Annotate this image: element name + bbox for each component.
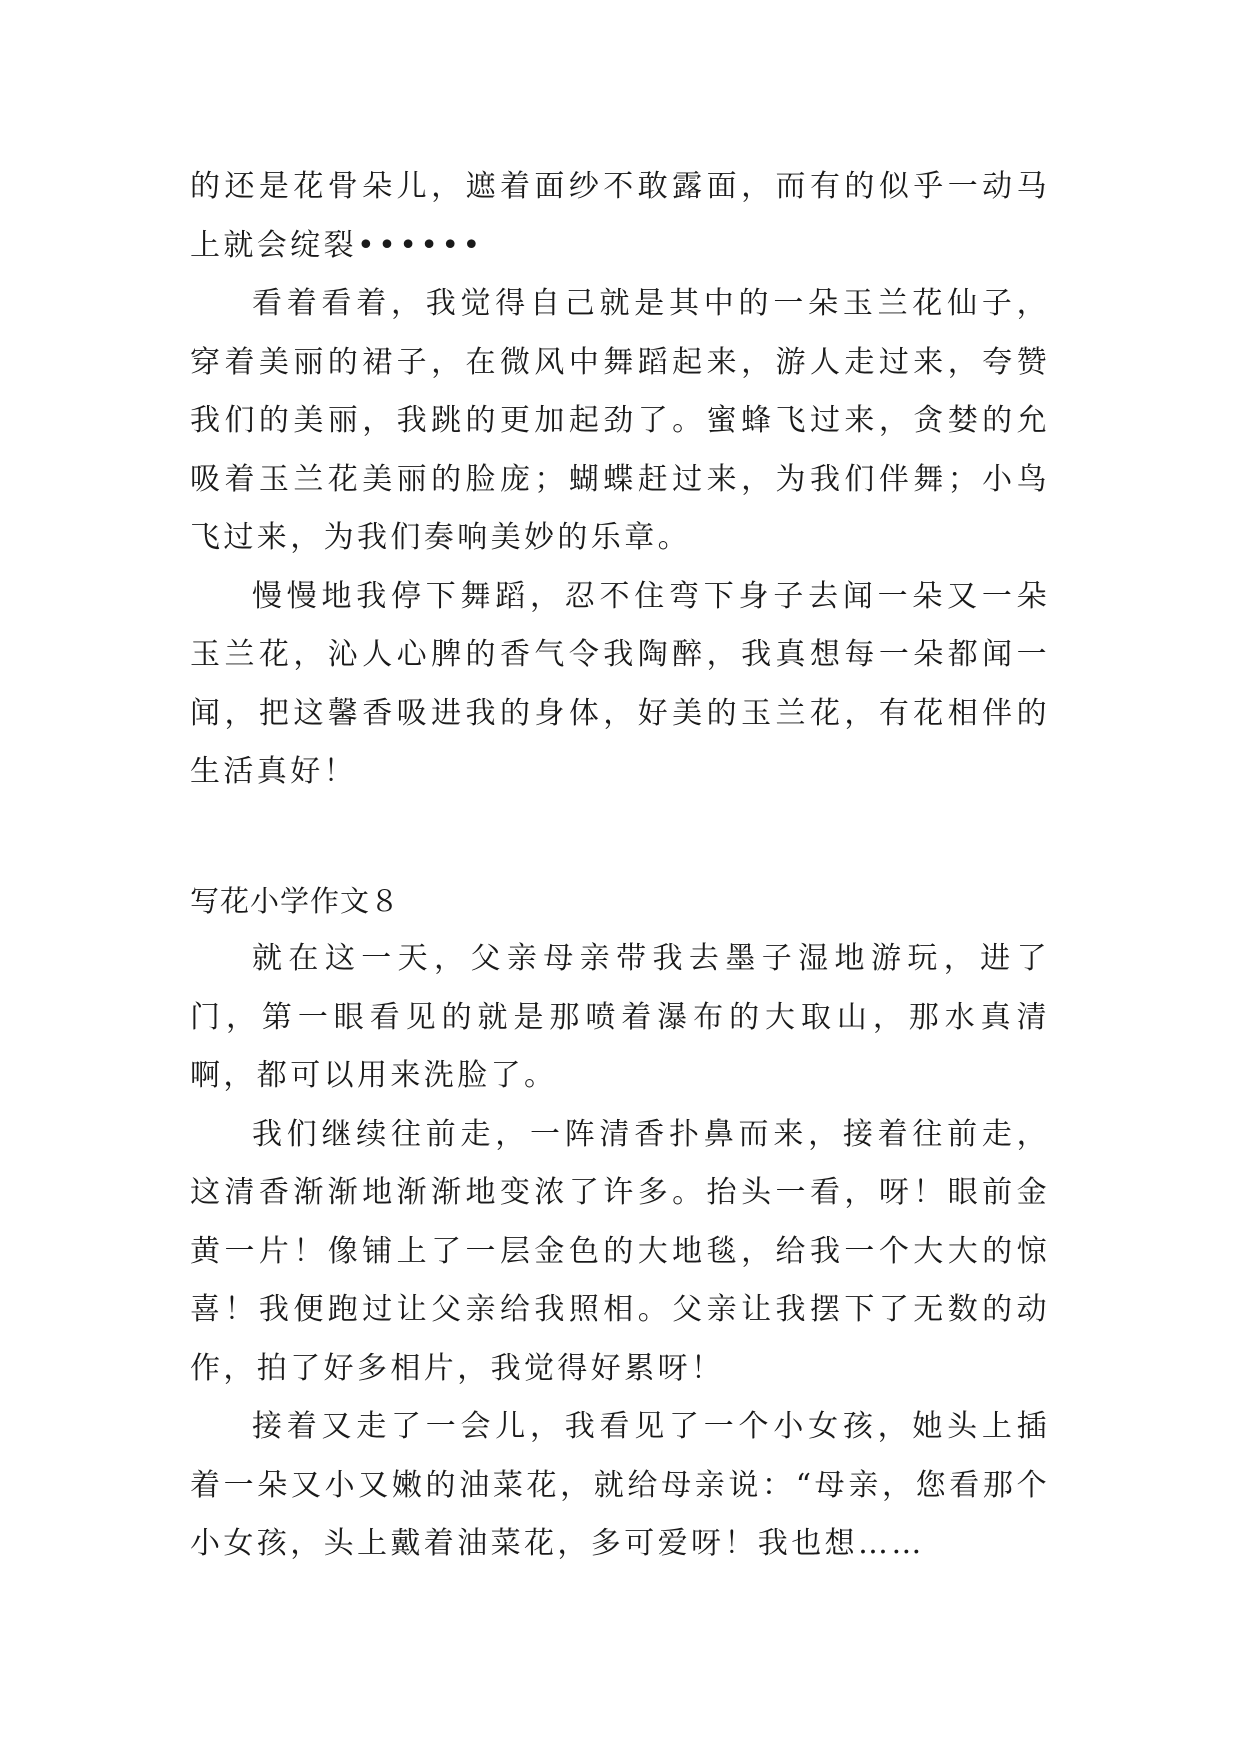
section-title: 写花小学作文８ (190, 883, 401, 918)
paragraph-continuation: 的还是花骨朵儿，遮着面纱不敢露面，而有的似乎一动马上就会绽裂•••••• (190, 169, 1050, 263)
paragraph-little-girl: 接着又走了一会儿，我看见了一个小女孩，她头上插着一朵又小又嫩的油菜花，就给母亲说：“母亲，您看那个小女孩，头上戴着油菜花，多可爱呀！我也想…… (190, 1409, 1050, 1561)
paragraph-magnolia-scent: 慢慢地我停下舞蹈，忍不住弯下身子去闻一朵又一朵玉兰花，沁人心脾的香气令我陶醉，我真想每一朵都闻一闻，把这馨香吸进我的身体，好美的玉兰花，有花相伴的生活真好！ (190, 578, 1050, 789)
paragraph-wetland-visit: 就在这一天，父亲母亲带我去墨子湿地游玩，进了门，第一眼看见的就是那喷着瀑布的大取山，那水真清啊，都可以用来洗脸了。 (190, 941, 1050, 1093)
paragraph-magnolia-fairy: 看着看着，我觉得自己就是其中的一朵玉兰花仙子，穿着美丽的裙子，在微风中舞蹈起来，游人走过来，夸赞我们的美丽，我跳的更加起劲了。蜜蜂飞过来，贪婪的允吸着玉兰花美丽的脸庞；蝴蝶赶过来，为我们伴舞；小鸟飞过来，为我们奏响美妙的乐章。 (190, 286, 1050, 555)
paragraph-rapeseed-field: 我们继续往前走，一阵清香扑鼻而来，接着往前走，这清香渐渐地渐渐地变浓了许多。抬头一看，呀！眼前金黄一片！像铺上了一层金色的大地毯，给我一个大大的惊喜！我便跑过让父亲给我照相。父亲让我摆下了无数的动作，拍了好多相片，我觉得好累呀！ (190, 1116, 1050, 1386)
document-body (190, 158, 1050, 1574)
section-spacer (190, 802, 1050, 872)
